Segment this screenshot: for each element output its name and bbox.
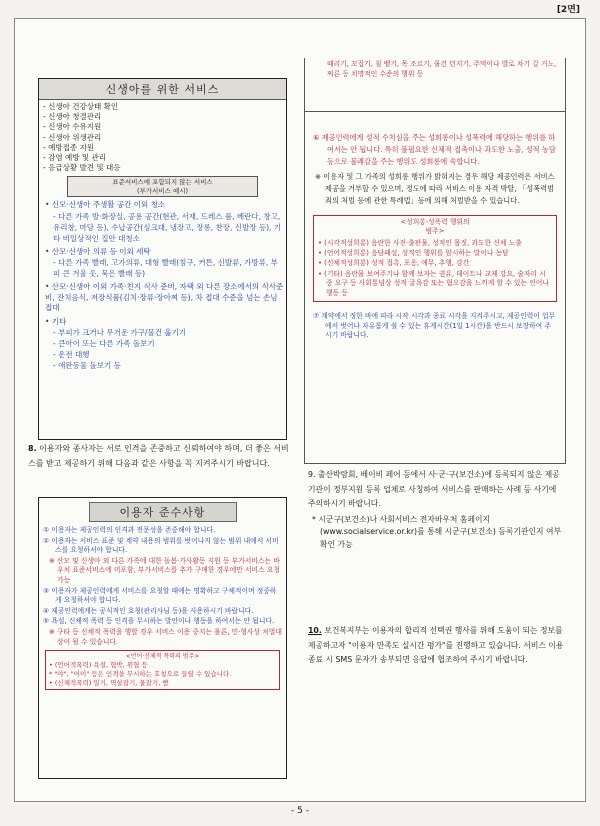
user-rules-list [43,526,282,647]
page-tag: [2면] [556,5,580,15]
list-item: • (시각적성희롱) 음란한 사진·출판물, 성적인 몸짓, 과도한 신체 노출 [318,238,522,247]
list-item: - 운전 대행 [53,349,282,360]
list-item: - 예방접종 지원 [43,143,286,153]
rule-item: ② 이용자는 서비스 표준 및 계약 내용의 범위를 벗어나지 않는 범위 내에서 서비스를 요청하셔야 합니다. [43,536,279,555]
list-item: - 신생아 청결관리 [43,112,286,122]
harassment-category-title: <성희롱·성폭력 행위의 범주> [400,217,470,236]
registration-check-note: * 시군구(보건소)나 사회서비스 전자바우처 홈페이지(www.socialservice.or.kr)를 통해 시군구(보건소) 등록기관인지 여부 확인 가능 [312,514,562,549]
list-item: • (신체적폭력) 밀기, 멱살잡기, 물잡기, 빰 [49,679,169,688]
rule-item: ⑤ 욕설, 신체적 폭력 등 인격을 무시하는 발언이나 행동을 하여서는 안 됩니다. [43,617,275,626]
violence-category-box [45,650,280,690]
list-item: • (신체적성희롱) 성적 접촉, 포옹, 애무, 추행, 강간 [318,259,470,268]
paragraph-10: 10. 보건복지부는 이용자의 합리적 선택권 행사를 위해 도움이 되는 정보를 제공하고자 "이용자 만족도 실시간 평가"를 진행하고 있습니다. 서비스 이용 종료 시 SMS 문자가 송부되면 응답에 협조하여 주시기 바랍니다. [308,626,564,664]
list-item: - 신생아 위생관리 [43,133,286,143]
newborn-services-box [38,78,287,440]
paragraph-8: 8. 이용자와 종사자는 서로 인격을 존중하고 신뢰하여야 하며, 더 좋은 서비스를 받고 제공하기 위해 다음과 같은 사항을 꼭 지켜주시기 바랍니다. [28,444,289,468]
harassment-section [304,112,566,464]
list-item: - 다른 가족 방·화장실, 공용 공간(현관, 서재, 드레스 룸, 베란다, 창고, 유리창, 마당 등), 수납공간(싱크대, 냉장고, 장롱, 찬장, 신발장 등), 기타 비일상적인 집안 대청소 [53,211,282,244]
page-number: - 5 - [291,806,309,816]
rule-item-7: ⑦ 계약에서 정한 바에 따라 시작 시각과 종료 시각을 지켜주시고, 제공인력이 업무에서 벗어나 자유롭게 쉴 수 있는 휴게시간(1일 1시간)을 반드시 보장하여 주시기 바랍니다. [313,312,556,340]
list-item: • (기타) 음란물 보여주기나 함께 보자는 권유, 데이트나 교제 강요, 술자리 시 중 요구 등 사회통념상 성적 굴욕감 또는 혐오감을 느끼게 할 수 있는 언어나 행동 등 [318,269,549,297]
list-item: • (언어적폭력) 욕설, 협박, 위협 등 [49,661,148,670]
newborn-service-list [43,102,286,173]
violence-continuation: 때리기, 꼬집기, 침 뱉기, 목 조르기, 물건 던지기, 주먹이나 발로 차기 갈 거노, 찌른 등 치명적인 수준의 행위 등 [304,58,566,112]
list-item: - 다른 가족 빨래, 고가의류, 대형 빨래(침구, 커튼, 신발류, 가방류, 부피 큰 겨울 옷, 묵은 빨래 등) [53,257,282,279]
rule-warning: ※ 구타 등 신체적 폭력을 행할 경우 서비스 이용 중지는 물론, 민·형사상 처벌대상이 될 수 있습니다. [49,627,282,646]
additional-services-header: 표준서비스에 포함되지 않는 서비스 (부가서비스 예시) [67,176,258,197]
list-item: - 부피가 크거나 무거운 가구/물건 옮기기 [53,327,282,338]
category-meals: • 산모·신생아 이외 가족·친지 식사 준비, 자택 외 다른 장소에서의 식사준비, 잔치음식, 저장식품(김치·장류·장아찌 등), 차 접대 수준을 넘는 손님 접대 [45,282,284,313]
harassment-category-box [313,215,557,302]
violence-category-title: <언어·신체적 폭력의 범주> [125,653,200,661]
category-cleaning: • 신모·신생아 주생활 공간 이외 청소 [45,200,166,210]
rule-item: ④ 제공인력에게는 공식적인 호칭(관리사님 등)을 사용하시기 바랍니다. [43,606,254,615]
list-item: - 감염 예방 및 관리 [43,153,286,163]
category-etc: • 기타 [45,316,67,326]
list-item: - 신생아 수유지원 [43,122,286,132]
list-item: - 큰아이 또는 다른 가족 돌보기 [53,338,282,349]
list-item: - 애완동물 돌보기 등 [53,360,282,371]
rule-item: ① 이용자는 제공인력의 인격과 전문성을 존중해야 합니다. [43,526,216,534]
user-rules-title: 이용자 준수사항 [89,502,237,522]
rule-item: ③ 이용자가 제공인력에게 서비스를 요청할 때에는 명확하고 구체적이며 정중하게 요청하셔야 합니다. [43,586,277,605]
list-item: * "야", "어이" 등은 인격을 무시하는 호칭으로 들릴 수 있습니다. [49,670,232,679]
category-laundry: • 산모·신생아 의류 등 이외 세탁 [45,246,151,256]
user-rules-box [38,497,287,779]
paragraph-9: 9. 출산박람회, 베이비 페어 등에서 사·군·구(보건소)에 등록되지 않은 제공기관이 정부지원 등록 업체로 사칭하여 서비스를 판매하는 사례 등 사기에 주의하시기 바랍니다. * 시군구(보건소)나 사회서비스 전자바우처 홈페이지(www.socialservice.or.kr)를 통해 시군구(보건소) 등록기관인지 여부 확인 가능 [308,468,566,551]
newborn-services-title: 신생아를 위한 서비스 [39,79,286,100]
rule-item-6: ⑥ 제공인력에게 성적 수치심을 주는 성희롱이나 성폭력에 해당하는 행위를 하여서는 안 됩니다. 특히 불필요한 신체적 접촉이나 과도한 노출, 성적 농담 등으로 불쾌감을 주는 행위도 성희롱에 속합니다. [313,133,556,166]
list-item: • (언어적성희롱) 음담패설, 성적인 행위를 암시하는 말이나 농담 [318,249,509,257]
rule-note: ※ 산모 및 신생아 외 다른 가족에 대한 돌봄·가사활동 지원 등 부가서비스는 바우처 표준서비스에 미포함, 부가서비스를 추가 구매한 경우에만 서비스 요청 가능 [49,556,280,584]
harassment-penalty-note: ※ 이용자 및 그 가족의 성희롱 행위가 밝혀지는 경우 해당 제공인력은 서비스 제공을 거부할 수 있으며, 정도에 따라 서비스 이용 자격 박탈, 「성폭력범죄의 처벌 등에 관한 특례법」등에 의해 처벌받을 수 있습니다. [315,172,555,205]
list-item: - 응급상황 발견 및 대응 [43,163,286,173]
list-item: - 신생아 건강상태 확인 [43,102,286,112]
